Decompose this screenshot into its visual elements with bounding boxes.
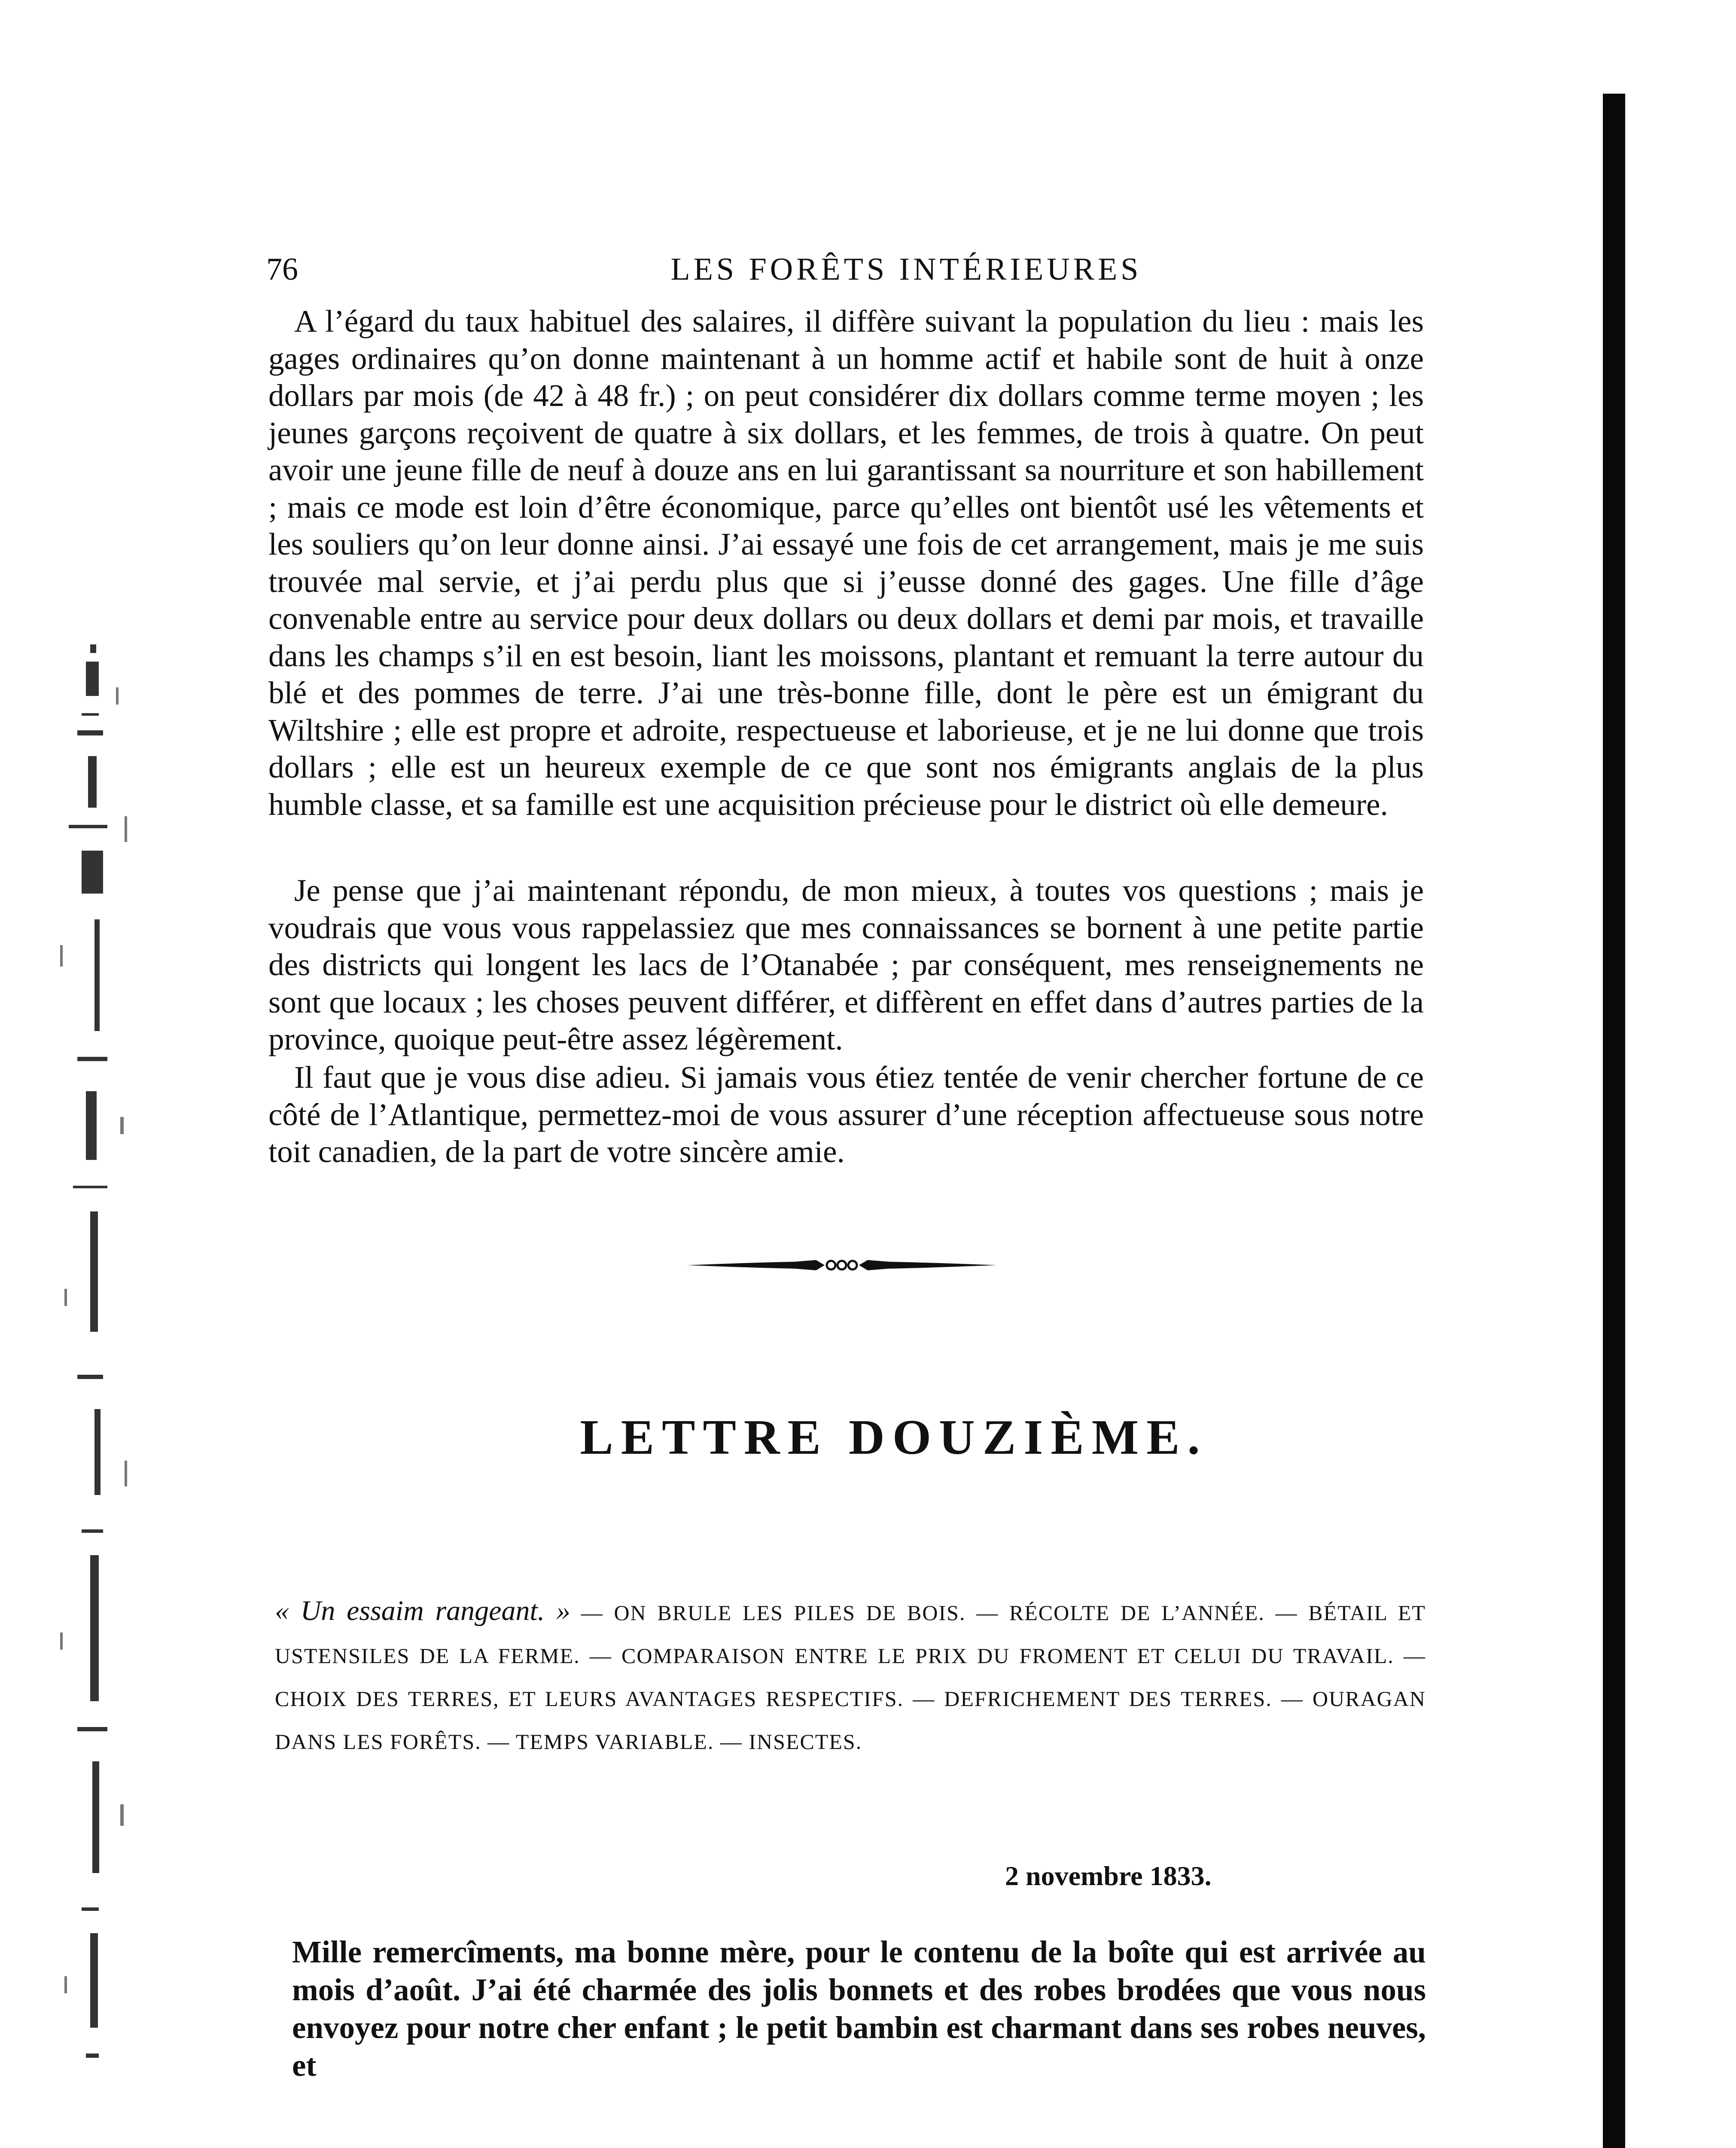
paragraph-text: A l’égard du taux habituel des salaires, il diffère suivant la population du lieu : mais les gages ordinaires qu’on donne maintenant à un homme actif et habile sont de huit à onze dollars par mois (de 42 à 48 fr.) ; on peut considérer dix dollars comme terme moyen ; les jeunes garçons reçoivent de quatre à six dollars, et les femmes, de trois à quatre. On peut avoir une jeune fille de neuf à douze ans en lui garantissant sa nourriture et son habillement ; mais ce mode est loin d’être économique, parce qu’elles ont bientôt usé les vêtements et les souliers qu’on leur donne ainsi. J’ai essayé une fois de cet arrangement, mais je me suis trouvée mal servie, et j’ai perdu plus que si j’eusse donné des gages. Une fille d’âge convenable entre au service pour deux dollars ou deux dollars et demi par mois, et travaille dans les champs s’il en est besoin, liant les moissons, plantant et remuant la terre autour du blé et des pommes de terre. J’ai une très-bonne fille, dont le père est un émigrant du Wiltshire ; elle est propre et adroite, respectueuse et laborieuse, et je ne lui donne que trois dollars ; elle est un heureux exemple de ce que sont nos émigrants anglais de la plus humble classe, et sa famille est une acquisition précieuse pour le district où elle demeure.: [268, 304, 1424, 822]
page-number: 76: [266, 252, 298, 287]
chapter-summary: [275, 1590, 1426, 1763]
paragraph-2: [268, 872, 1424, 1058]
running-head: [266, 251, 1503, 299]
paragraph-text: Je pense que j’ai maintenant répondu, de mon mieux, à toutes vos questions ; mais je voudrais que vous vous rappelassiez que mes connaissances se bornent à une petite partie des districts qui longent les lacs de l’Otanabée ; par conséquent, mes renseignements ne sont que locaux ; les choses peuvent différer, et diffèrent en effet dans d’autres parties de la province, quoique peut-être assez légèrement.: [268, 873, 1424, 1056]
section-ornament: [687, 1252, 996, 1278]
paragraph-1: [268, 303, 1424, 823]
page-edge-shadow: [1603, 94, 1625, 2148]
paragraph-3: [268, 1059, 1424, 1171]
scan-gutter-noise: [52, 644, 155, 2148]
summary-lead: « Un essaim rangeant. »: [275, 1595, 571, 1626]
chapter-title: LETTRE DOUZIÈME.: [580, 1410, 1208, 1465]
running-title: LES FORÊTS INTÉRIEURES: [670, 252, 1142, 287]
letter-opening: [292, 1933, 1426, 2084]
paragraph-text: Mille remercîments, ma bonne mère, pour le contenu de la boîte qui est arrivée au mois d’août. J’ai été charmée des jolis bonnets et des robes brodées que vous nous envoyez pour notre cher enfant ; le petit bambin est charmant dans ses robes neuves, et: [292, 1934, 1426, 2083]
summary-topics: — ON BRULE LES PILES DE BOIS. — RÉCOLTE DE L’ANNÉE. — BÉTAIL ET USTENSILES DE LA FERME. — COMPARAISON ENTRE LE PRIX DU FROMENT ET CELUI DU TRAVAIL. — CHOIX DES TERRES, ET LEURS AVANTAGES RESPECTIFS. — DEFRICHEMENT DES TERRES. — OURAGAN DANS LES FORÊTS. — TEMPS VARIABLE. — INSECTES.: [275, 1601, 1426, 1754]
paragraph-text: Il faut que je vous dise adieu. Si jamais vous étiez tentée de venir chercher fortune de ce côté de l’Atlantique, permettez-moi de vous assurer d’une réception affectueuse sous notre toit canadien, de la part de votre sincère amie.: [268, 1060, 1424, 1169]
letter-date: 2 novembre 1833.: [1005, 1861, 1212, 1891]
